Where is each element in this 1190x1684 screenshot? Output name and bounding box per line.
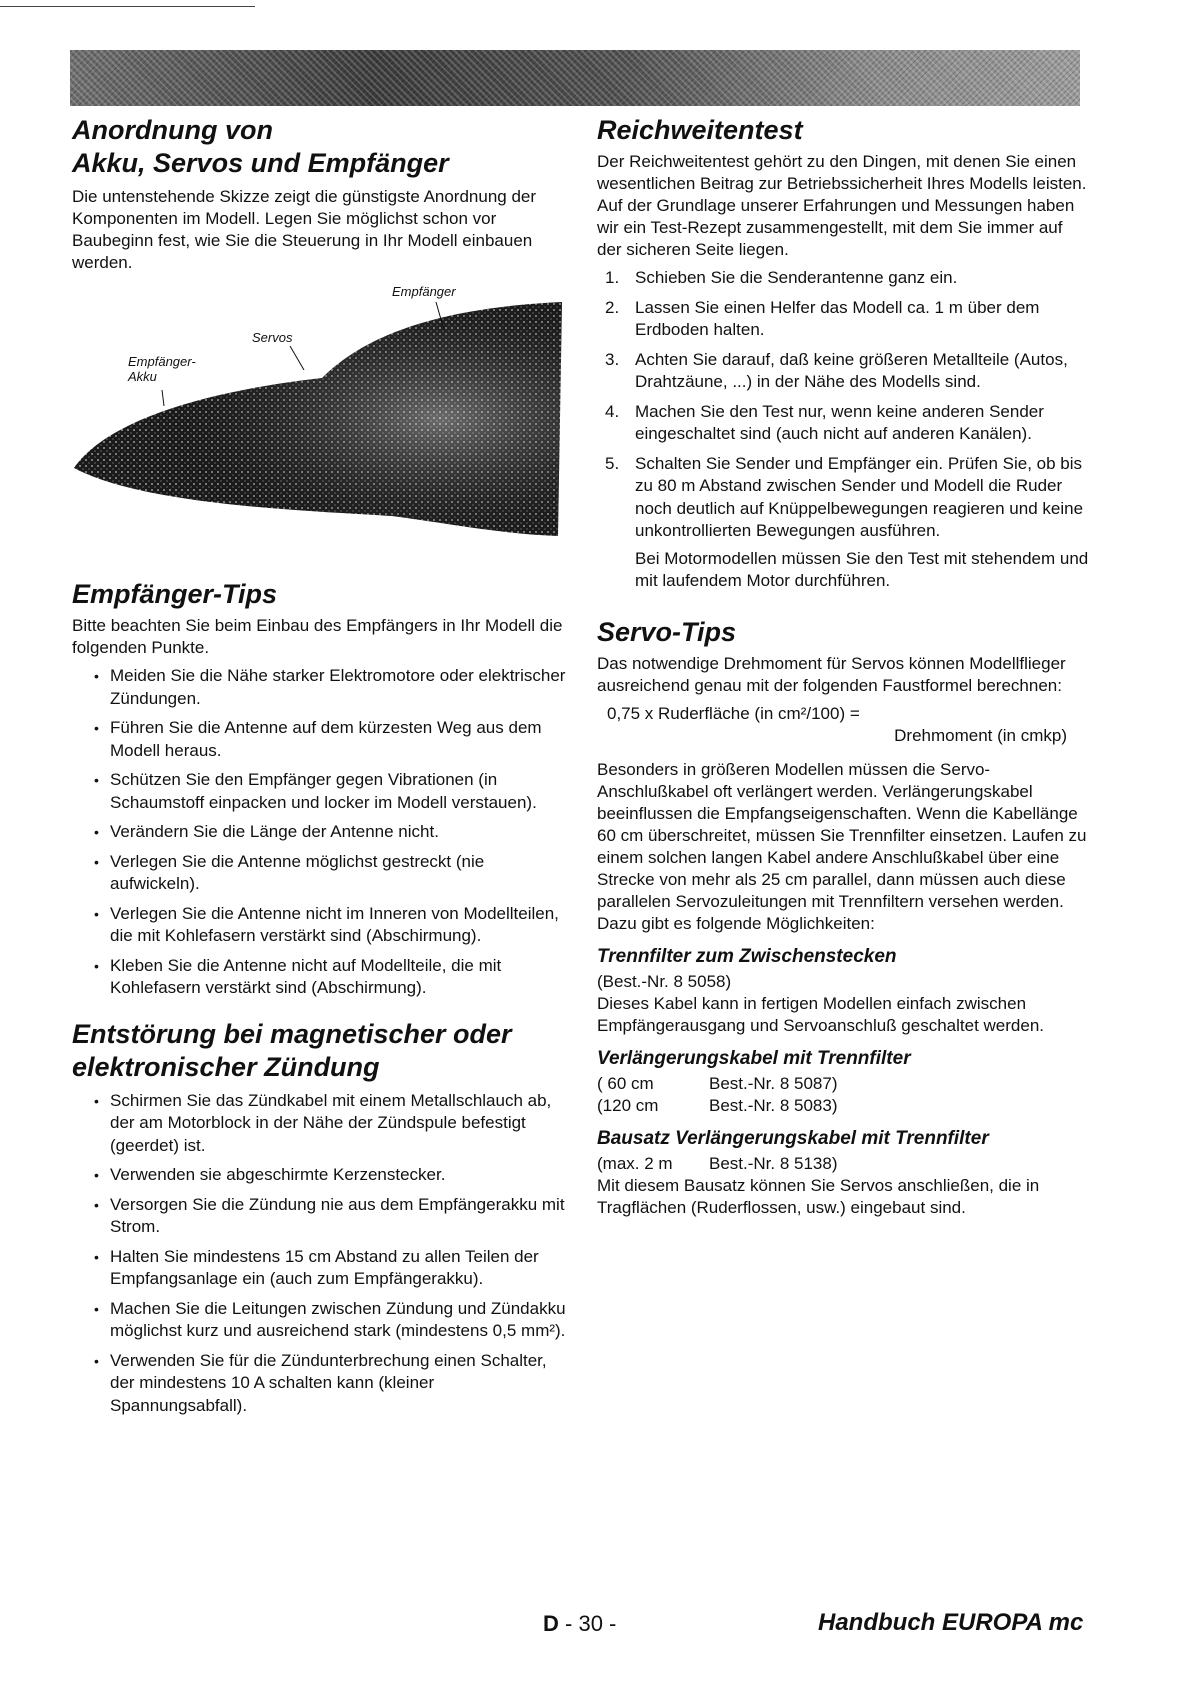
list-item: • Verwenden Sie für die Zündunterbrechung einen Schalter, der mindestens 10 A schalten kann (kleiner Spannungsabfall). — [110, 1350, 570, 1418]
receiver-tips-list — [72, 665, 570, 1000]
step-text: Schalten Sie Sender und Empfänger ein. Prüfen Sie, ob bis zu 80 m Abstand zwischen Sender und Modell die Ruder noch deutlich auf Knüppelbewegungen reagieren und keine unkontrollierten Bewegungen ausführen. — [635, 453, 1084, 540]
kit-text: Mit diesem Bausatz können Sie Servos anschließen, die in Tragflächen (Ruderflossen, usw.) eingebaut sind. — [597, 1175, 1040, 1217]
order-number: Best.-Nr. 8 5083) — [709, 1095, 838, 1115]
extension-row-60 — [597, 1073, 1089, 1095]
pointer-servos — [290, 346, 304, 370]
extension-row-120 — [597, 1095, 1089, 1117]
label-battery-line1: Empfänger- — [128, 354, 196, 369]
list-item — [605, 349, 1089, 394]
heading-range-test: Reichweitentest — [597, 115, 803, 145]
heading-ignition-line2: elektronischer Zündung — [72, 1051, 380, 1082]
heading-arrangement — [72, 114, 570, 180]
step-number: 5. — [605, 453, 620, 473]
list-item — [605, 267, 1089, 290]
page-prefix: D — [543, 1611, 559, 1636]
subheading-extension-cable: Verlängerungskabel mit Trennfilter — [597, 1047, 911, 1069]
component-sketch — [72, 278, 570, 578]
left-column — [72, 114, 570, 1424]
list-item: • Kleben Sie die Antenne nicht auf Modellteile, die mit Kohlefasern verstärkt sind (Abschirmung). — [110, 955, 570, 1000]
right-column — [597, 114, 1089, 1219]
kit-row — [597, 1153, 1089, 1175]
list-item: • Machen Sie die Leitungen zwischen Zündung und Zündakku möglichst kurz und ausreichend stark (mindestens 0,5 mm²). — [110, 1298, 570, 1343]
label-receiver: Empfänger — [392, 284, 456, 299]
order-number: Best.-Nr. 8 5138) — [709, 1153, 838, 1173]
step-text: Machen Sie den Test nur, wenn keine anderen Sender eingeschaltet sind (auch nicht auf anderen Kanälen). — [635, 401, 1044, 443]
fuselage-drawing — [72, 278, 570, 578]
list-item — [605, 453, 1089, 543]
list-item: • Halten Sie mindestens 15 cm Abstand zu allen Teilen der Empfangsanlage ein (auch zum Empfängerakku). — [110, 1246, 570, 1291]
cable-length: ( 60 cm — [597, 1073, 654, 1093]
heading-arrangement-line1: Anordnung von — [72, 115, 273, 145]
servo-intro: Das notwendige Drehmoment für Servos können Modellflieger ausreichend genau mit der folgenden Faustformel berechnen: — [597, 653, 1066, 695]
range-test-intro: Der Reichweitentest gehört zu den Dingen, mit denen Sie einen wesentlichen Beitrag zur Betriebssicherheit Ihres Modells leisten. Auf der Grundlage unserer Erfahrungen und Messungen haben wir ein Test-Rezept zusammengestellt, mit dem Sie immer auf der sicheren Seite liegen. — [597, 152, 1087, 259]
range-test-steps — [597, 267, 1089, 543]
heading-ignition — [72, 1018, 570, 1084]
label-servos: Servos — [252, 330, 293, 345]
step-text: Lassen Sie einen Helfer das Modell ca. 1 m über dem Erdboden halten. — [635, 297, 1040, 339]
list-item: • Versorgen Sie die Zündung nie aus dem Empfängerakku mit Strom. — [110, 1194, 570, 1239]
list-item — [605, 401, 1089, 446]
top-rule — [0, 6, 255, 7]
receiver-tips-intro: Bitte beachten Sie beim Einbau des Empfängers in Ihr Modell die folgenden Punkte. — [72, 616, 563, 657]
ignition-list — [72, 1090, 570, 1418]
manual-title: Handbuch EUROPA mc — [818, 1609, 1084, 1636]
servo-text: Besonders in größeren Modellen müssen die Servo-Anschlußkabel oft verlängert werden. Verlängerungskabel beeinflussen die Empfangseigenschaften. Wenn die Kabellänge 60 cm überschreitet, müssen Sie Trennfilter einsetzen. Laufen zu einem solchen langen Kabel andere Anschlußkabel über eine Strecke von mehr als 25 cm parallel, dann müssen auch diese parallelen Servozuleitungen mit Trennfiltern versehen werden. Dazu gibt es folgende Möglichkeiten: — [597, 759, 1087, 933]
list-item — [605, 297, 1089, 342]
cable-length: (120 cm — [597, 1095, 659, 1115]
label-battery-line2: Akku — [128, 369, 157, 384]
page-number-value: - 30 - — [565, 1611, 617, 1636]
filter-plug-text: Dieses Kabel kann in fertigen Modellen einfach zwischen Empfängerausgang und Servoanschluß geschaltet werden. — [597, 993, 1045, 1035]
pointer-battery — [162, 390, 164, 406]
step-number: 3. — [605, 349, 620, 369]
heading-arrangement-line2: Akku, Servos und Empfänger — [72, 148, 449, 178]
order-number: Best.-Nr. 8 5087) — [709, 1073, 838, 1093]
step-number: 1. — [605, 268, 620, 287]
formula-line1: 0,75 x Ruderfläche (in cm²/100) = — [607, 703, 860, 723]
label-battery — [128, 354, 196, 384]
heading-receiver-tips: Empfänger-Tips — [72, 579, 278, 609]
step-number: 4. — [605, 401, 620, 421]
header-banner — [70, 50, 1080, 106]
torque-formula — [607, 703, 1089, 747]
arrangement-intro: Die untenstehende Skizze zeigt die günstigste Anordnung der Komponenten im Modell. Legen Sie möglichst schon vor Baubeginn fest, wie Sie die Steuerung in Ihr Modell einbauen werden. — [72, 187, 537, 272]
motor-note: Bei Motormodellen müssen Sie den Test mit stehendem und mit laufendem Motor durchführen. — [635, 548, 1089, 590]
list-item: • Verlegen Sie die Antenne nicht im Inneren von Modellteilen, die mit Kohlefasern verstärkt sind (Abschirmung). — [110, 903, 570, 948]
list-item: • Verwenden sie abgeschirmte Kerzenstecker. — [110, 1164, 570, 1187]
step-number: 2. — [605, 297, 620, 317]
step-text: Achten Sie darauf, daß keine größeren Metallteile (Autos, Drahtzäune, ...) in der Nähe des Modells sind. — [635, 349, 1068, 391]
subheading-kit: Bausatz Verlängerungskabel mit Trennfilter — [597, 1127, 989, 1149]
filter-plug-order: (Best.-Nr. 8 5058) — [597, 971, 732, 991]
step-text: Schieben Sie die Senderantenne ganz ein. — [635, 268, 958, 287]
page-number — [543, 1611, 616, 1637]
list-item: • Schützen Sie den Empfänger gegen Vibrationen (in Schaumstoff einpacken und locker im Modell verstauen). — [110, 769, 570, 814]
formula-result: Drehmoment (in cmkp) — [894, 725, 1067, 745]
list-item: • Verändern Sie die Länge der Antenne nicht. — [110, 821, 570, 844]
heading-servo-tips: Servo-Tips — [597, 616, 737, 647]
list-item: • Verlegen Sie die Antenne möglichst gestreckt (nie aufwickeln). — [110, 851, 570, 896]
heading-ignition-line1: Entstörung bei magnetischer oder — [72, 1018, 512, 1049]
cable-length: (max. 2 m — [597, 1153, 673, 1173]
list-item: • Schirmen Sie das Zündkabel mit einem Metallschlauch ab, der am Motorblock in der Nähe der Zündspule befestigt (geerdet) ist. — [110, 1090, 570, 1158]
list-item: • Führen Sie die Antenne auf dem kürzesten Weg aus dem Modell heraus. — [110, 717, 570, 762]
list-item: • Meiden Sie die Nähe starker Elektromotore oder elektrischer Zündungen. — [110, 665, 570, 710]
subheading-filter-plug: Trennfilter zum Zwischenstecken — [597, 945, 897, 967]
